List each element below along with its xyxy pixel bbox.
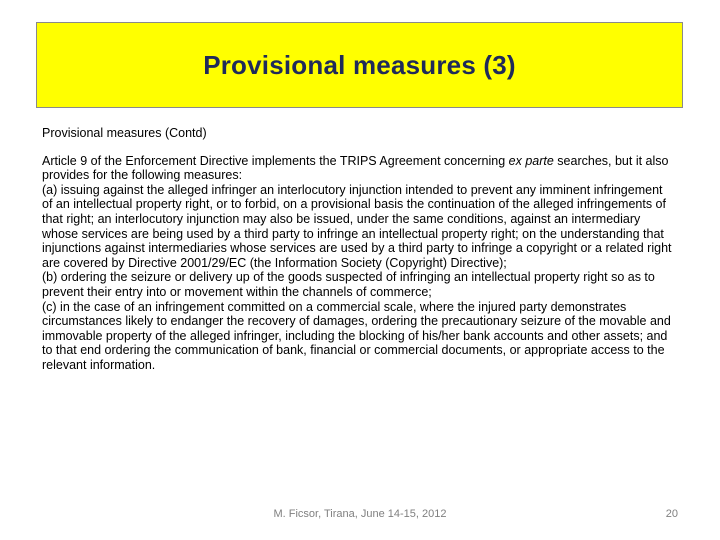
paragraph-a: (a) issuing against the alleged infringer an interlocutory injunction intended to prevent any imminent infringement of an intellectual property right, or to forbid, on a provisional basis the continuation of the alleged infringements of that right; an interlocutory injunction may also be issued, under the same conditions, against an intermediary whose services are being used by a third party to infringe an intellectual property right; on the understanding that injunctions against intermediaries whose services are used by a third party to infringe a copyright or a related right are covered by Directive 2001/29/EC (the Information Society (Copyright) Directive); xyxy=(42,182,672,270)
title-box xyxy=(36,22,683,108)
slide-title: Provisional measures (3) xyxy=(203,49,516,80)
paragraph-c: (c) in the case of an infringement committed on a commercial scale, where the injured party demonstrates circumstances likely to endanger the recovery of damages, ordering the precautionary seizure of the movable and immovable property of the alleged infringer, including the blocking of his/her bank accounts and other assets; and to that end ordering the communication of bank, financial or commercial documents, or appropriate access to the relevant information. xyxy=(42,299,671,372)
intro-paragraph xyxy=(42,154,674,183)
subtitle-main: Provisional measures xyxy=(42,126,165,140)
slide-content xyxy=(42,126,674,373)
page-number: 20 xyxy=(665,508,678,520)
footer-author-event: M. Ficsor, Tirana, June 14-15, 2012 xyxy=(273,508,447,520)
subtitle-contd: (Contd) xyxy=(164,126,207,140)
intro-italic-term: ex parte xyxy=(508,153,554,168)
intro-text-start: Article 9 of the Enforcement Directive implements the TRIPS Agreement concerning xyxy=(42,153,509,168)
slide-subtitle xyxy=(42,126,674,141)
intro-text-end: searches, but it also provides for the following measures: xyxy=(42,153,669,183)
body-text xyxy=(42,154,674,373)
paragraph-b: (b) ordering the seizure or delivery up of the goods suspected of infringing an intellectual property right so as to prevent their entry into or movement within the channels of commerce; xyxy=(42,270,655,299)
